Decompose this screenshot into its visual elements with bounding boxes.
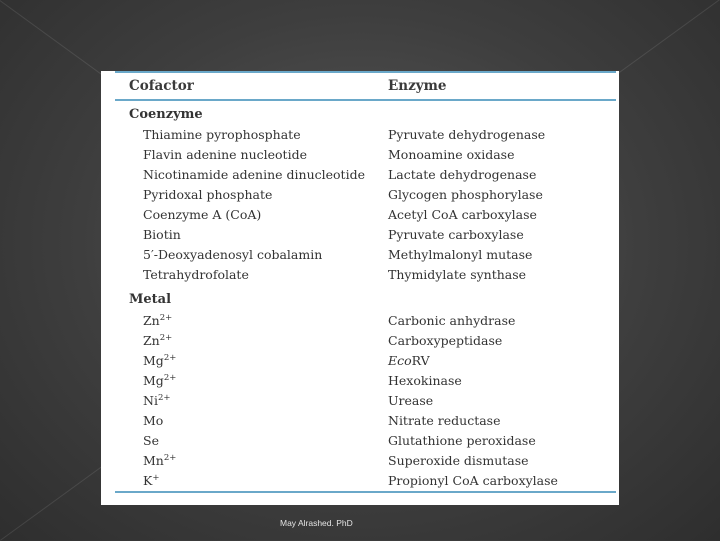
metal-symbol: Se <box>143 433 159 448</box>
coenzyme-enzyme: Acetyl CoA carboxylase <box>388 207 537 222</box>
metal-charge: 2+ <box>157 393 171 403</box>
coenzyme-enzyme: Pyruvate carboxylase <box>388 227 524 242</box>
coenzyme-enzyme: Glycogen phosphorylase <box>388 187 543 202</box>
header-enzyme: Enzyme <box>388 78 447 94</box>
metal-symbol: K <box>143 473 153 488</box>
metal-symbol: Mg <box>143 353 164 368</box>
metal-cofactor <box>143 333 172 348</box>
metal-enzyme: Glutathione peroxidase <box>388 433 536 448</box>
header-cofactor: Cofactor <box>129 78 194 94</box>
metal-symbol: Mn <box>143 453 164 468</box>
metal-charge: 2+ <box>159 313 173 323</box>
metal-enzyme: Carboxypeptidase <box>388 333 503 348</box>
metal-cofactor <box>143 353 176 368</box>
section-metal: Metal <box>129 292 172 307</box>
metal-symbol: Zn <box>143 333 160 348</box>
header-top-rule <box>115 71 616 73</box>
coenzyme-enzyme: Thymidylate synthase <box>388 267 527 282</box>
metal-enzyme: Propionyl CoA carboxylase <box>388 473 558 488</box>
metal-charge: 2+ <box>163 353 177 363</box>
metal-enzyme: Superoxide dismutase <box>388 453 529 468</box>
metal-enzyme: Hexokinase <box>388 373 462 388</box>
coenzyme-cofactor: Biotin <box>143 227 181 242</box>
metal-symbol: Mg <box>143 373 164 388</box>
coenzyme-enzyme: Lactate dehydrogenase <box>388 167 537 182</box>
metal-symbol: Mo <box>143 413 164 428</box>
enzyme-italic-part: Eco <box>388 353 412 368</box>
metal-symbol: Zn <box>143 313 160 328</box>
metal-cofactor <box>143 473 159 488</box>
footer-author: May Alrashed. PhD <box>280 518 353 528</box>
coenzyme-enzyme: Monoamine oxidase <box>388 147 515 162</box>
header-bottom-rule <box>115 99 616 101</box>
coenzyme-cofactor: Pyridoxal phosphate <box>143 187 273 202</box>
table-header <box>101 71 619 101</box>
coenzyme-cofactor: Tetrahydrofolate <box>143 267 249 282</box>
coenzyme-cofactor: Nicotinamide adenine dinucleotide <box>143 167 365 182</box>
coenzyme-cofactor: Thiamine pyrophosphate <box>143 127 301 142</box>
metal-charge: 2+ <box>163 373 177 383</box>
metal-cofactor <box>143 413 163 428</box>
metal-charge: + <box>152 473 160 483</box>
table-bottom-rule <box>115 491 616 493</box>
metal-cofactor <box>143 453 176 468</box>
metal-cofactor <box>143 433 159 448</box>
coenzyme-cofactor: 5′-Deoxyadenosyl cobalamin <box>143 247 323 262</box>
coenzyme-enzyme: Methylmalonyl mutase <box>388 247 533 262</box>
metal-cofactor <box>143 313 172 328</box>
metal-charge: 2+ <box>163 453 177 463</box>
cofactor-enzyme-table <box>101 71 619 505</box>
coenzyme-cofactor: Flavin adenine nucleotide <box>143 147 307 162</box>
coenzyme-cofactor: Coenzyme A (CoA) <box>143 207 262 222</box>
metal-enzyme: Nitrate reductase <box>388 413 501 428</box>
metal-enzyme <box>388 353 430 368</box>
metal-charge: 2+ <box>159 333 173 343</box>
section-coenzyme: Coenzyme <box>129 107 203 122</box>
metal-enzyme: Carbonic anhydrase <box>388 313 516 328</box>
metal-symbol: Ni <box>143 393 158 408</box>
metal-cofactor <box>143 373 176 388</box>
coenzyme-enzyme: Pyruvate dehydrogenase <box>388 127 546 142</box>
metal-enzyme: Urease <box>388 393 434 408</box>
enzyme-rest: RV <box>411 353 430 368</box>
metal-cofactor <box>143 393 170 408</box>
